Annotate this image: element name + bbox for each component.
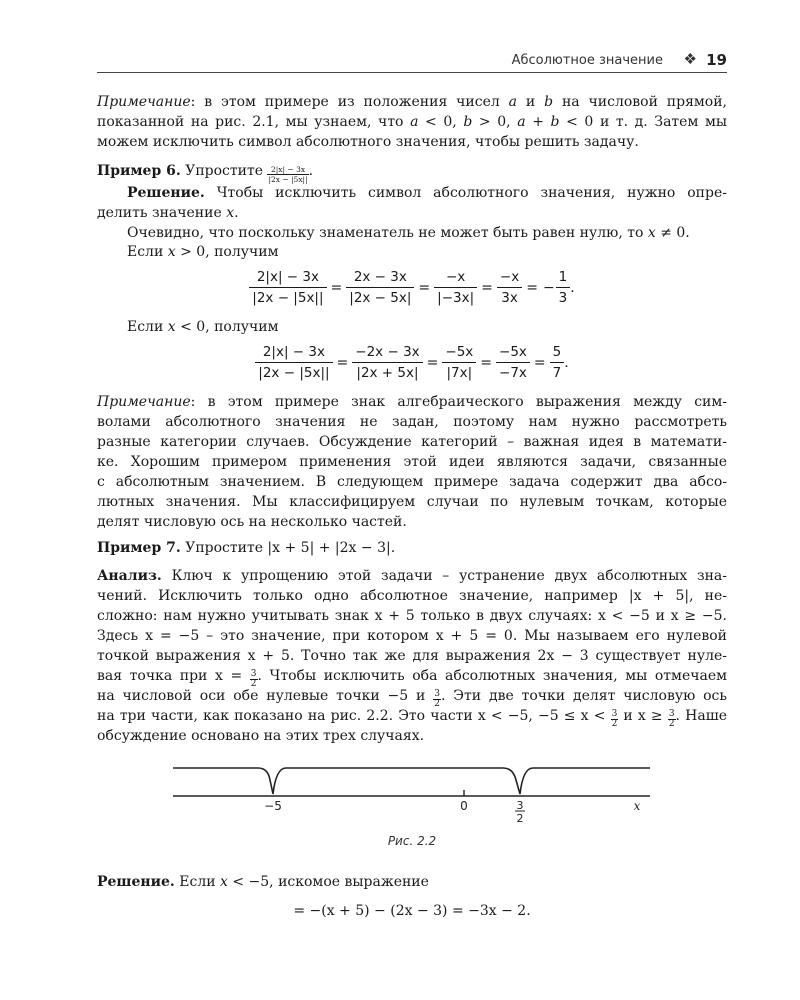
note1-line2: показанной на рис. 2.1, мы узнаем, что a < 0, b > 0, a + b < 0 и т. д. Затем мы xyxy=(97,114,727,130)
running-header xyxy=(97,50,727,73)
note2-line6: лютных значения. Мы классифицируем случаи по нулевым точкам, которые xyxy=(97,494,727,510)
analysis-fraction-c: $\frac{3}{2}$ xyxy=(611,709,618,729)
eq2-fraction-5: $\frac{5}{7}$ xyxy=(550,343,565,382)
eq1-fraction-1: $\frac{2|x| - 3x}{|2x - |5x||}$ xyxy=(249,268,326,307)
note2-line2: волами абсолютного значения не задан, поэтому нам нужно рассмотреть xyxy=(97,414,727,430)
solution7-line: Решение. Если x < −5, искомое выражение xyxy=(97,874,429,890)
eq1-fraction-4: $\frac{-x}{3x}$ xyxy=(497,268,522,307)
solution6-line1: Решение. Чтобы исключить символ абсолютного значения, нужно опре- xyxy=(127,185,727,201)
solution6-label: Решение. xyxy=(127,185,205,201)
eq2-fraction-1: $\frac{2|x| - 3x}{|2x - |5x||}$ xyxy=(255,343,332,382)
example6-line: Пример 6. Упростите $\frac{2|x| - 3x}{|2x - |5x||}$ . xyxy=(97,163,314,184)
number-line-figure xyxy=(170,760,660,830)
note2-label: Примечание xyxy=(97,394,191,410)
eq2-fraction-3: $\frac{-5x}{|7x|}$ xyxy=(442,343,476,382)
figure-caption: Рис. 2.2 xyxy=(387,834,437,848)
page-number: 19 xyxy=(706,51,727,69)
solution6-line5: Если x < 0, получим xyxy=(127,319,279,335)
analysis-line8: на три части, как показано на рис. 2.2. Это части x < −5, −5 ≤ x < $\frac{3}{2}$ и x ≥ $\frac{3}{2}$ . Наше xyxy=(97,708,727,729)
analysis-line3: сложно: нам нужно учитывать знак x + 5 только в двух случаях: x < −5 и x ≥ −5. xyxy=(97,608,727,624)
eq2-fraction-4: $\frac{-5x}{-7x}$ xyxy=(496,343,530,382)
note2-line3: разные категории случаев. Обсуждение категорий – важная идея в математи- xyxy=(97,434,727,450)
example7-label: Пример 7. xyxy=(97,540,181,556)
analysis-line1: Анализ. Ключ к упрощению этой задачи – устранение двух абсолютных зна- xyxy=(97,568,727,584)
solution6-line4: Если x > 0, получим xyxy=(127,244,279,260)
note2-line7: делят числовую ось на несколько частей. xyxy=(97,514,407,530)
analysis-fraction-a: $\frac{3}{2}$ xyxy=(250,669,257,689)
eq1-fraction-3: $\frac{-x}{|-3x|}$ xyxy=(434,268,477,307)
analysis-line5: точкой выражения x + 5. Точно так же для выражения 2x − 3 существует нуле- xyxy=(97,648,727,664)
note2-line1: Примечание: в этом примере знак алгебраического выражения между сим- xyxy=(97,394,727,410)
analysis-fraction-b: $\frac{3}{2}$ xyxy=(434,689,440,709)
note2-line4: ке. Хорошим примером применения этой идеи являются задачи, связанные xyxy=(97,454,727,470)
eq1-fraction-2: $\frac{2x - 3x}{|2x - 5x|}$ xyxy=(346,268,414,307)
tick-label-frac-den: 2 xyxy=(516,812,524,825)
equation-negative-case: $\frac{2|x| - 3x}{|2x - |5x||}$ = $\frac{-2x - 3x}{|2x + 5x|}$ = $\frac{-5x}{|7x|}$ = $\frac{-5x}{-7x}$ = $\frac{5}{7}$ . xyxy=(97,343,727,382)
axis-label-x: x xyxy=(633,799,641,813)
solution6-line2: делить значение x. xyxy=(97,205,239,221)
analysis-fraction-d: $\frac{3}{2}$ xyxy=(668,709,675,729)
example6-fraction: $\frac{2|x| - 3x}{|2x - |5x||}$ xyxy=(268,165,308,184)
tick-label-minus5: −5 xyxy=(264,799,282,813)
eq2-fraction-2: $\frac{-2x - 3x}{|2x + 5x|}$ xyxy=(352,343,422,382)
note1-label: Примечание xyxy=(97,94,191,110)
solution7-equation: = −(x + 5) − (2x − 3) = −3x − 2. xyxy=(293,903,531,919)
equation-positive-case: $\frac{2|x| - 3x}{|2x - |5x||}$ = $\frac{2x - 3x}{|2x - 5x|}$ = $\frac{-x}{|-3x|}$ = $\frac{-x}{3x}$ = − $\frac{1}{3}$ . xyxy=(97,268,727,307)
eq1-fraction-5: $\frac{1}{3}$ xyxy=(556,268,571,307)
section-title: Абсолютное значение xyxy=(511,53,663,68)
tick-label-zero: 0 xyxy=(460,799,468,813)
note1-line3: можем исключить символ абсолютного значения, чтобы решить задачу. xyxy=(97,134,639,150)
solution7-label: Решение. xyxy=(97,874,175,890)
ornament-icon: ❖ xyxy=(683,50,697,68)
analysis-line7: на числовой оси обе нулевые точки −5 и $\frac{3}{2}$ . Эти две точки делят числовую ось xyxy=(97,688,728,709)
analysis-label: Анализ. xyxy=(97,568,162,584)
analysis-line4: Здесь x = −5 – это значение, при котором x + 5 = 0. Мы называем его нулевой xyxy=(97,628,727,644)
analysis-line2: чений. Исключить только одно абсолютное значение, например |x + 5|, не- xyxy=(97,588,727,604)
note1-line1: Примечание: в этом примере из положения чисел a и b на числовой прямой, xyxy=(97,94,728,110)
note2-line5: с абсолютным значением. В следующем примере задача содержит два абсо- xyxy=(97,474,727,490)
example7-line: Пример 7. Упростите |x + 5| + |2x − 3|. xyxy=(97,540,396,556)
region-curve xyxy=(173,768,650,794)
analysis-line9: обсуждение основано на этих трех случаях. xyxy=(97,728,425,744)
tick-label-frac-num: 3 xyxy=(516,799,524,812)
solution6-line3: Очевидно, что поскольку знаменатель не может быть равен нулю, то x ≠ 0. xyxy=(127,225,690,241)
analysis-line6: вая точка при x = $\frac{3}{2}$ . Чтобы исключить оба абсолютных значения, мы отмечаем xyxy=(97,668,728,689)
example6-label: Пример 6. xyxy=(97,163,181,179)
